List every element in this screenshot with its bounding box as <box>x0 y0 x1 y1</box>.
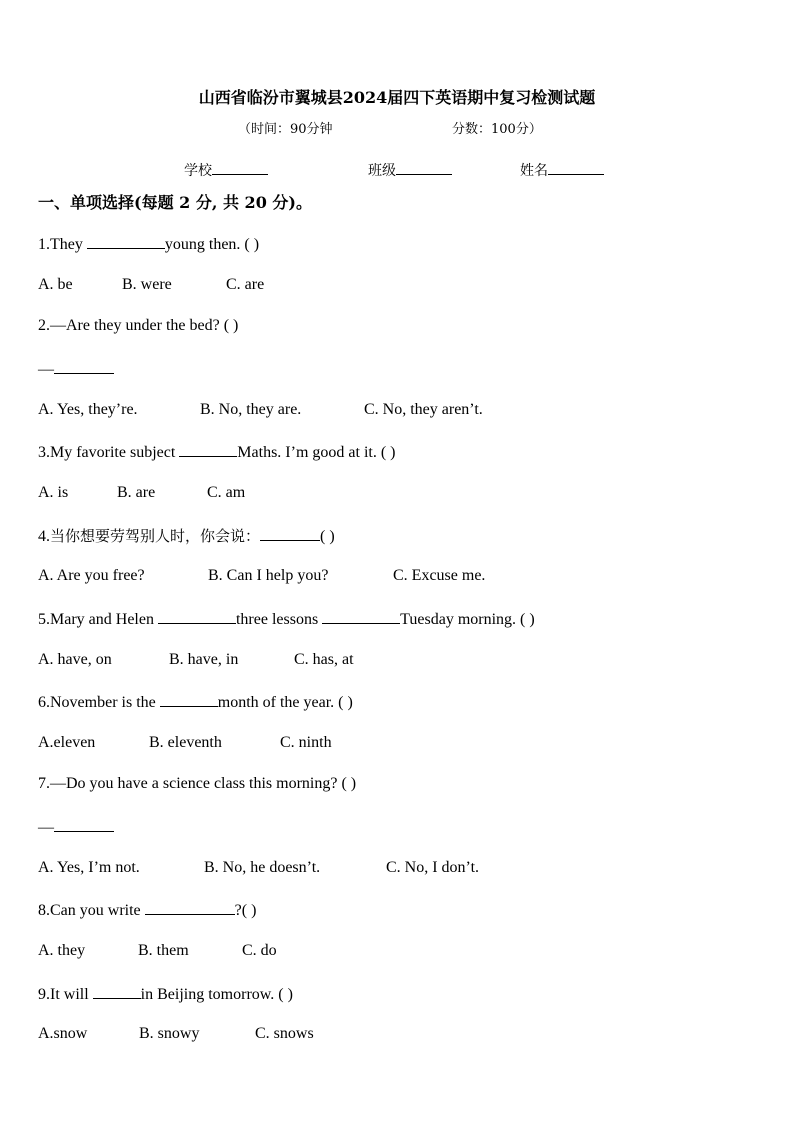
school-label: 学校 <box>184 163 212 179</box>
answer-blank[interactable] <box>54 358 114 374</box>
option-a[interactable]: A. be <box>38 276 73 293</box>
option-c[interactable]: C. ninth <box>280 734 332 751</box>
options-2 <box>38 400 483 420</box>
option-a[interactable]: A. Yes, they’re. <box>38 401 138 418</box>
option-c[interactable]: C. Excuse me. <box>393 567 486 584</box>
answer-blank[interactable] <box>145 899 235 915</box>
answer-blank[interactable] <box>179 441 237 457</box>
exam-title: 山西省临汾市翼城县2024届四下英语期中复习检测试题 <box>198 88 596 107</box>
option-a[interactable]: A. is <box>38 484 69 501</box>
option-b[interactable]: B. them <box>138 942 189 959</box>
question-number: 3. <box>38 444 50 461</box>
question-number: 1. <box>38 236 50 253</box>
option-c[interactable]: C. snows <box>255 1025 314 1042</box>
exam-score: 分数：100分） <box>452 122 542 137</box>
question-8: 8.Can you write ?( ) <box>38 899 256 921</box>
option-a[interactable]: A. Are you free? <box>38 567 145 584</box>
question-7: 7.—Do you have a science class this morning? ( ) <box>38 775 357 792</box>
class-field[interactable] <box>368 160 452 180</box>
option-a[interactable]: A. have, on <box>38 651 112 668</box>
school-field[interactable] <box>184 160 268 180</box>
answer-line-2: — <box>38 358 114 380</box>
option-b[interactable]: B. snowy <box>139 1025 200 1042</box>
options-1 <box>38 275 264 295</box>
school-blank[interactable] <box>212 160 268 175</box>
options-9 <box>38 1024 314 1044</box>
answer-blank[interactable] <box>54 816 114 832</box>
question-4: 4.当你想要劳驾别人时，你会说： ( ) <box>38 527 335 545</box>
option-b[interactable]: B. eleventh <box>149 734 222 751</box>
question-5: 5.Mary and Helen three lessons Tuesday morning. ( ) <box>38 608 535 630</box>
answer-blank-2[interactable] <box>322 608 400 624</box>
question-number: 6. <box>38 694 50 711</box>
class-label: 班级 <box>368 163 396 179</box>
options-7 <box>38 858 479 878</box>
option-c[interactable]: C. do <box>242 942 277 959</box>
options-4 <box>38 566 485 586</box>
options-8 <box>38 941 277 961</box>
answer-blank-1[interactable] <box>158 608 236 624</box>
option-b[interactable]: B. were <box>122 276 172 293</box>
question-number: 4. <box>38 528 50 545</box>
class-blank[interactable] <box>396 160 452 175</box>
question-number: 7. <box>38 775 50 792</box>
answer-blank[interactable] <box>93 983 141 999</box>
options-3 <box>38 483 245 503</box>
question-3: 3.My favorite subject Maths. I’m good at it. ( ) <box>38 441 396 463</box>
option-c[interactable]: C. has, at <box>294 651 354 668</box>
question-1: 1.They young then. ( ) <box>38 233 259 255</box>
option-c[interactable]: C. No, I don’t. <box>386 859 480 876</box>
option-b[interactable]: B. Can I help you? <box>208 567 329 584</box>
options-5 <box>38 650 354 670</box>
exam-time: （时间：90分钟 <box>238 122 333 137</box>
option-b[interactable]: B. have, in <box>169 651 239 668</box>
answer-blank[interactable] <box>160 691 218 707</box>
answer-blank[interactable] <box>87 233 165 249</box>
question-number: 5. <box>38 611 50 628</box>
question-2: 2.—Are they under the bed? ( ) <box>38 317 239 334</box>
option-a[interactable]: A. Yes, I’m not. <box>38 859 140 876</box>
option-a[interactable]: A.snow <box>38 1025 88 1042</box>
question-number: 2. <box>38 317 50 334</box>
option-b[interactable]: B. are <box>117 484 156 501</box>
name-label: 姓名 <box>520 163 548 179</box>
option-b[interactable]: B. No, they are. <box>200 401 302 418</box>
options-6 <box>38 733 332 753</box>
option-a[interactable]: A.eleven <box>38 734 96 751</box>
option-b[interactable]: B. No, he doesn’t. <box>204 859 321 876</box>
question-number: 9. <box>38 986 50 1003</box>
name-blank[interactable] <box>548 160 604 175</box>
question-number: 8. <box>38 902 50 919</box>
option-c[interactable]: C. am <box>207 484 246 501</box>
option-a[interactable]: A. they <box>38 942 86 959</box>
section-title: 一、单项选择(每题 2 分, 共 20 分)。 <box>38 193 312 212</box>
option-c[interactable]: C. No, they aren’t. <box>364 401 483 418</box>
name-field[interactable] <box>520 160 604 180</box>
answer-line-7: — <box>38 816 114 838</box>
question-6: 6.November is the month of the year. ( ) <box>38 691 353 713</box>
answer-blank[interactable] <box>260 525 320 541</box>
question-9: 9.It will in Beijing tomorrow. ( ) <box>38 983 293 1005</box>
option-c[interactable]: C. are <box>226 276 265 293</box>
